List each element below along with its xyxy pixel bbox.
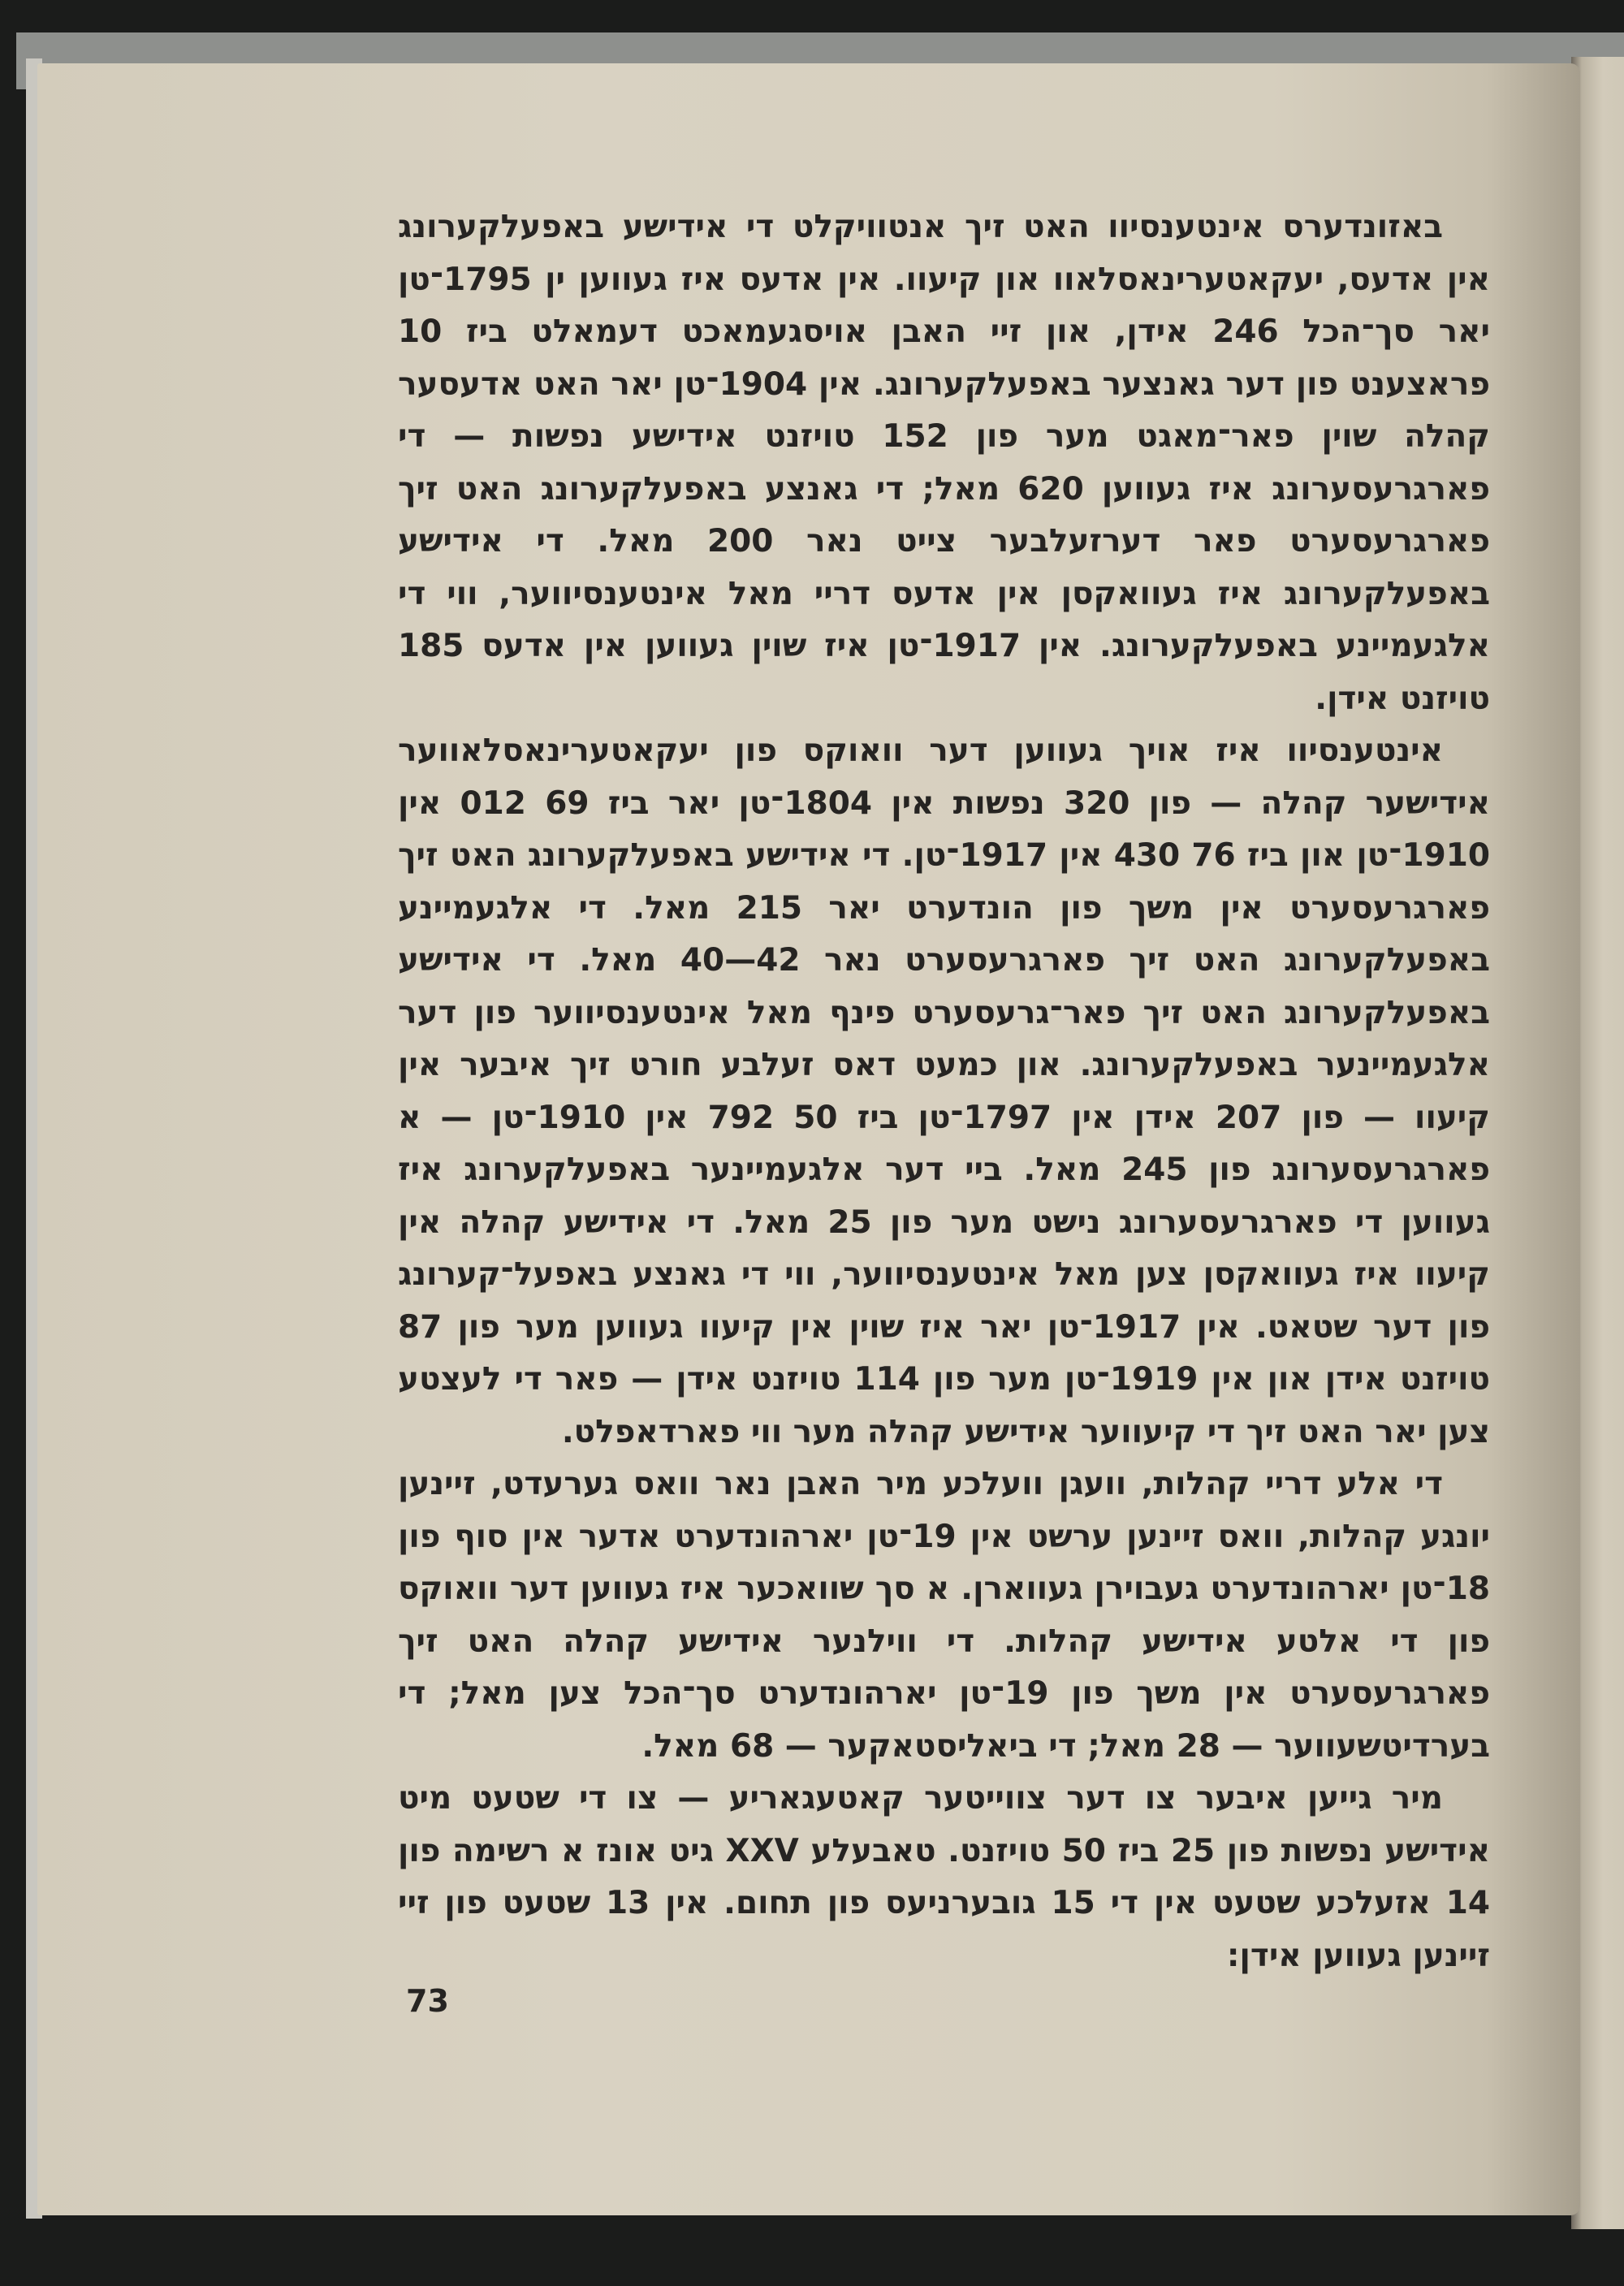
paragraph: די אלע דריי קהלות, וועגן וועלכע מיר האבן נאר וואס גערעדט, זיינען יונגע קהלות, וואס זיינען ערשט אין 19־טן יארהונדערט אדער אין סוף פון 18־טן יארהונדערט געבוירן געווארן. א סך שוואכער איז געווען דער וואוקס פון די אלטע אידישע קהלות. די ווילנער אידישע קהלה האט זיך פארגרעסערט אין משך פון 19־טן יארהונדערט סך־הכל צען מאל; די בערדיטשעווער — 28 מאל; די ביאליסטאקער — 68 מאל. xyxy=(398,1466,1490,1765)
paragraph: מיר גייען איבער צו דער צווייטער קאטעגאריע — צו די שטעט מיט אידישע נפשות פון 25 ביז 50 טויזנט. טאבעלע XXV גיט אונז א רשימה פון 14 אזעלכע שטעט אין די 15 גובערניעס פון תחום. אין 13 שטעט פון זיי זיינען געווען אידן: xyxy=(398,1780,1490,1974)
page-number: 73 xyxy=(406,1983,449,2019)
body-text xyxy=(398,201,1490,1982)
paragraph: אינטענסיוו איז אויך געווען דער וואוקס פון יעקאטערינאסלאווער אידישער קהלה — פון 320 נפשות אין 1804־טן יאר ביז 69 012 אין 1910־טן און ביז 76 430 אין 1917־טן. די אידישע באפעלקערונג האט זיך פארגרעסערט אין משך פון הונדערט יאר 215 מאל. די אלגעמיינע באפעלקערונג האט זיך פארגרעסערט נאר 42—40 מאל. די אידישע באפעלקערונג האט זיך פאר־גרעסערט פינף מאל אינטענסיווער פון דער אלגעמיינער באפעלקערונג. און כמעט דאס זעלבע חורט זיך איבער אין קיעוו — פון 207 אידן אין 1797־טן ביז 50 792 אין 1910־טן — א פארגרעסערונג פון 245 מאל. ביי דער אלגעמיינער באפעלקערונג איז געווען די פארגרעסערונג נישט מער פון 25 מאל. די אידישע קהלה אין קיעוו איז געוואקסן צען מאל אינטענסיווער, ווי די גאנצע באפעל־קערונג פון דער שטאט. אין 1917־טן יאר איז שוין אין קיעוו געווען מער פון 87 טויזנט אידן און אין 1919־טן מער פון 114 טויזנט אידן — פאר די לעצטע צען יאר האט זיך די קיעווער אידישע קהלה מער ווי פארדאפלט. xyxy=(398,732,1491,1450)
paragraph: באזונדערס אינטענסיוו האט זיך אנטוויקלט די אידישע באפעלקערונג אין אדעס, יעקאטערינאסלאוו און קיעוו. אין אדעס איז געווען ין 1795־טן יאר סך־הכל 246 אידן, און זיי האבן אויסגעמאכט דעמאלט ביז 10 פראצענט פון דער גאנצער באפעלקערונג. אין 1904־טן יאר האט אדעסער קהלה שוין פאר־מאגט מער פון 152 טויזנט אידישע נפשות — די פארגרעסערונג איז געווען 620 מאל; די גאנצע באפעלקערונג האט זיך פארגרעסערט פאר דערזעלבער צייט נאר 200 מאל. די אידישע באפעלקערונג איז געוואקסן אין אדעס דריי מאל אינטענסיווער, ווי די אלגעמיינע באפעלקערונג. אין 1917־טן איז שוין געווען אין אדעס 185 טויזנט אידן. xyxy=(398,209,1490,717)
